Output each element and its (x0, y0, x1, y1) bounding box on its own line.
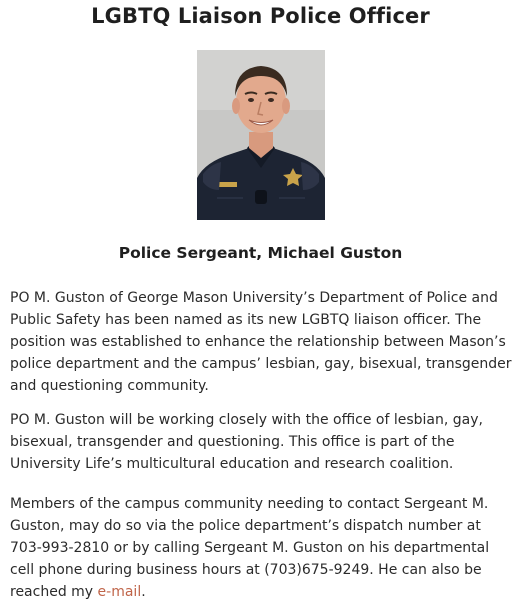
officer-photo (197, 50, 325, 220)
email-link[interactable]: e-mail (97, 584, 142, 600)
contact-text: Members of the campus community needing to contact Sergeant M. Guston, may do so via the police department’s dispatch number at 703-993-2810 or by calling Sergeant M. Guston on his departmental cell phone during business hours at (703)675-9249. He can also be reached my (10, 496, 490, 600)
paragraph-intro: PO M. Guston of George Mason University’s Department of Police and Public Safety has been named as its new LGBTQ liaison officer. The position was established to enhance the relationship between Mason’s police department and the campus’ lesbian, gay, bisexual, transgender and questioning community. (10, 290, 512, 394)
photo-caption: Police Sergeant, Michael Guston (118, 244, 403, 262)
page-title: LGBTQ Liaison Police Officer (91, 4, 430, 28)
paragraph-contact (10, 493, 516, 603)
paragraph-office: PO M. Guston will be working closely with the office of lesbian, gay, bisexual, transgender and questioning. This office is part of the University Life’s multicultural education and research coalition. (10, 412, 483, 472)
officer-portrait-icon (197, 50, 325, 220)
contact-text-end: . (141, 584, 146, 600)
